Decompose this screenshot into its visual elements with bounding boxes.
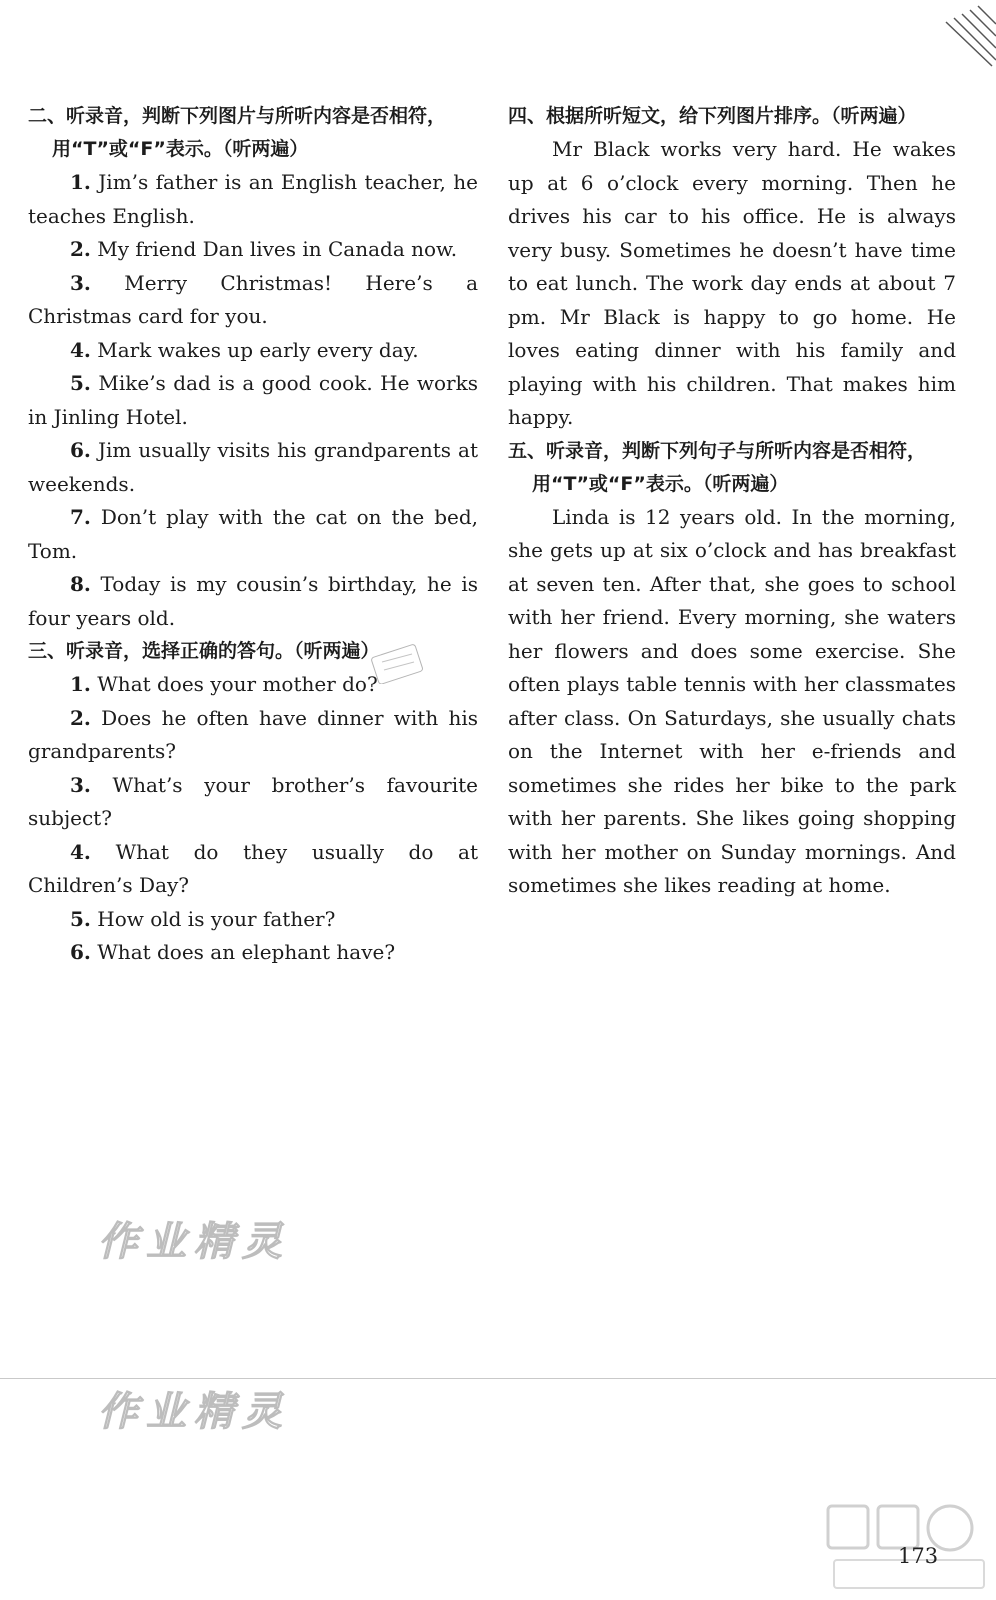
right-column (508, 100, 956, 903)
section-2-title: 二、听录音，判断下列图片与所听内容是否相符， (28, 105, 447, 127)
section-2-heading (28, 100, 478, 166)
section-2-item: 8. Today is my cousin’s birthday, he is four years old. (28, 572, 478, 630)
faint-stamp-icon (368, 644, 428, 684)
section-3-item: 2. Does he often have dinner with his grandparents? (28, 705, 478, 763)
page-corner-stripes-icon (926, 0, 996, 70)
section-2-item: 4. Mark wakes up early every day. (70, 337, 419, 362)
section-2-item: 5. Mike’s dad is a good cook. He works in Jinling Hotel. (28, 371, 478, 429)
section-3-item: 5. How old is your father? (70, 906, 336, 931)
page-number: 173 (898, 1544, 939, 1568)
section-5-title: 五、听录音，判断下列句子与所听内容是否相符， (508, 439, 927, 462)
section-5-heading (508, 435, 956, 501)
section-4-title: 四、根据所听短文，给下列图片排序。（听两遍） (508, 105, 917, 127)
section-3-title: 三、听录音，选择正确的答句。（听两遍） (28, 640, 380, 662)
left-column (28, 100, 478, 970)
page-divider (0, 1378, 996, 1379)
section-2-item: 3. Merry Christmas! Here’s a Christmas card for you. (28, 270, 479, 328)
section-3-item: 3. What’s your brother’s favourite subject? (28, 772, 479, 830)
section-2-item: 7. Don’t play with the cat on the bed, Tom. (28, 505, 478, 563)
section-5-title-line2: 用“T”或“F”表示。（听两遍） (532, 472, 789, 495)
section-2-title-line2: 用“T”或“F”表示。（听两遍） (52, 138, 309, 160)
watermark-logo: 作业精灵 (98, 1219, 290, 1265)
section-2-item: 6. Jim usually visits his grandparents at weekends. (28, 438, 479, 496)
watermark-logo: 作业精灵 (98, 1389, 290, 1435)
section-2-item: 2. My friend Dan lives in Canada now. (70, 237, 458, 261)
section-5-passage: Linda is 12 years old. In the morning, she gets up at six o’clock and has breakfast at seven ten. After that, she goes to school with her friend. Every morning, she waters her flowers and does some exercise. She often plays table tennis with her classmates after class. On Saturdays, she usually chats on the Internet with her e-friends and sometimes she rides her bike to the park with her parents. She likes going shopping with her mother on Sunday mornings. And sometimes she likes reading at home. (508, 504, 956, 897)
section-3-item: 4. What do they usually do at Children’s Day? (28, 839, 479, 897)
section-4-passage: Mr Black works very hard. He wakes up at 6 o’clock every morning. Then he drives his car to his office. He is always very busy. Sometimes he doesn’t have time to eat lunch. The work day ends at about 7 pm. Mr Black is happy to go home. He loves eating dinner with his family and playing with his children. That makes him happy. (508, 137, 956, 429)
section-2-item: 1. Jim’s father is an English teacher, he teaches English. (28, 170, 479, 228)
section-3-item: 1. What does your mother do? (70, 672, 378, 696)
section-4-heading (508, 100, 956, 133)
section-3-item: 6. What does an elephant have? (70, 940, 396, 964)
